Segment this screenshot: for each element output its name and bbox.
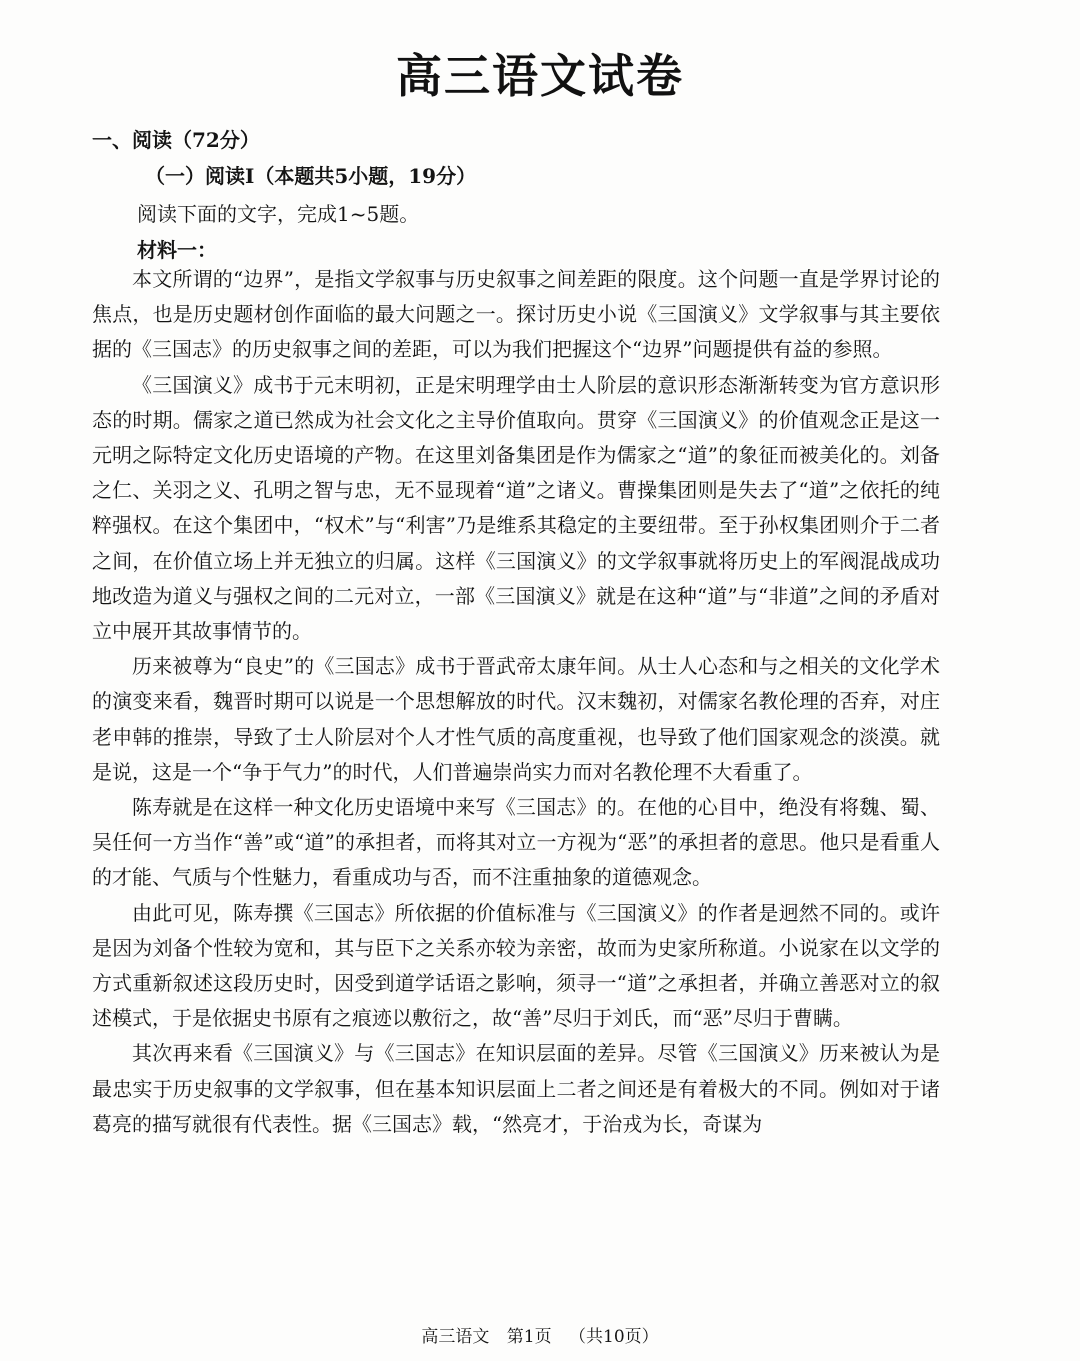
paragraph: 其次再来看《三国演义》与《三国志》在知识层面的差异。尽管《三国演义》历来被认为是最忠实于历史叙事的文学叙事，但在基本知识层面上二者之间还是有着极大的不同。例如对于诸葛亮的描写就很有代表性。据《三国志》载，“然亮才，于治戎为长，奇谋为 <box>92 1041 940 1136</box>
reading-passage <box>92 262 940 1142</box>
sub-heading: （一）阅读Ⅰ（本题共5小题，19分） <box>145 164 477 188</box>
paragraph: 《三国演义》成书于元末明初，正是宋明理学由士人阶层的意识形态渐渐转变为官方意识形态的时期。儒家之道已然成为社会文化之主导价值取向。贯穿《三国演义》的价值观念正是这一元明之际特定文化历史语境的产物。在这里刘备集团是作为儒家之“道”的象征而被美化的。刘备之仁、关羽之义、孔明之智与忠，无不显现着“道”之诸义。曹操集团则是失去了“道”之依托的纯粹强权。在这个集团中，“权术”与“利害”乃是维系其稳定的主要纽带。至于孙权集团则介于二者之间，在价值立场上并无独立的归属。这样《三国演义》的文学叙事就将历史上的军阀混战成功地改造为道义与强权之间的二元对立，一部《三国演义》就是在这种“道”与“非道”之间的矛盾对立中展开其故事情节的。 <box>92 372 940 644</box>
paragraph: 本文所谓的“边界”，是指文学叙事与历史叙事之间差距的限度。这个问题一直是学界讨论的焦点，也是历史题材创作面临的最大问题之一。探讨历史小说《三国演义》文学叙事与其主要依据的《三国志》的历史叙事之间的差距，可以为我们把握这个“边界”问题提供有益的参照。 <box>92 267 940 362</box>
page-title: 高三语文试卷 <box>396 49 684 103</box>
footer-total-pages: （共10页） <box>569 1327 659 1347</box>
page-footer <box>0 1322 1080 1347</box>
section-heading: 一、阅读（72分） <box>92 128 260 152</box>
paragraph: 陈寿就是在这样一种文化历史语境中来写《三国志》的。在他的心目中，绝没有将魏、蜀、吴任何一方当作“善”或“道”的承担者，而将其对立一方视为“恶”的承担者的意思。他只是看重人的才能、气质与个性魅力，看重成功与否，而不注重抽象的道德观念。 <box>92 795 940 890</box>
paragraph: 历来被尊为“良史”的《三国志》成书于晋武帝太康年间。从士人心态和与之相关的文化学术的演变来看，魏晋时期可以说是一个思想解放的时代。汉末魏初，对儒家名教伦理的否弃，对庄老申韩的推崇，导致了士人阶层对个人才性气质的高度重视，也导致了他们国家观念的淡漠。就是说，这是一个“争于气力”的时代，人们普遍崇尚实力而对名教伦理不大看重了。 <box>92 654 940 784</box>
footer-page-number: 第1页 <box>506 1327 552 1347</box>
instruction-text: 阅读下面的文字，完成1~5题。 <box>137 202 420 226</box>
material-label: 材料一： <box>137 238 217 262</box>
paragraph: 由此可见，陈寿撰《三国志》所依据的价值标准与《三国演义》的作者是迥然不同的。或许是因为刘备个性较为宽和，其与臣下之关系亦较为亲密，故而为史家所称道。小说家在以文学的方式重新叙述这段历史时，因受到道学话语之影响，须寻一“道”之承担者，并确立善恶对立的叙述模式，于是依据史书原有之痕迹以敷衍之，故“善”尽归于刘氏，而“恶”尽归于曹瞒。 <box>92 900 940 1031</box>
footer-subject: 高三语文 <box>421 1327 490 1347</box>
